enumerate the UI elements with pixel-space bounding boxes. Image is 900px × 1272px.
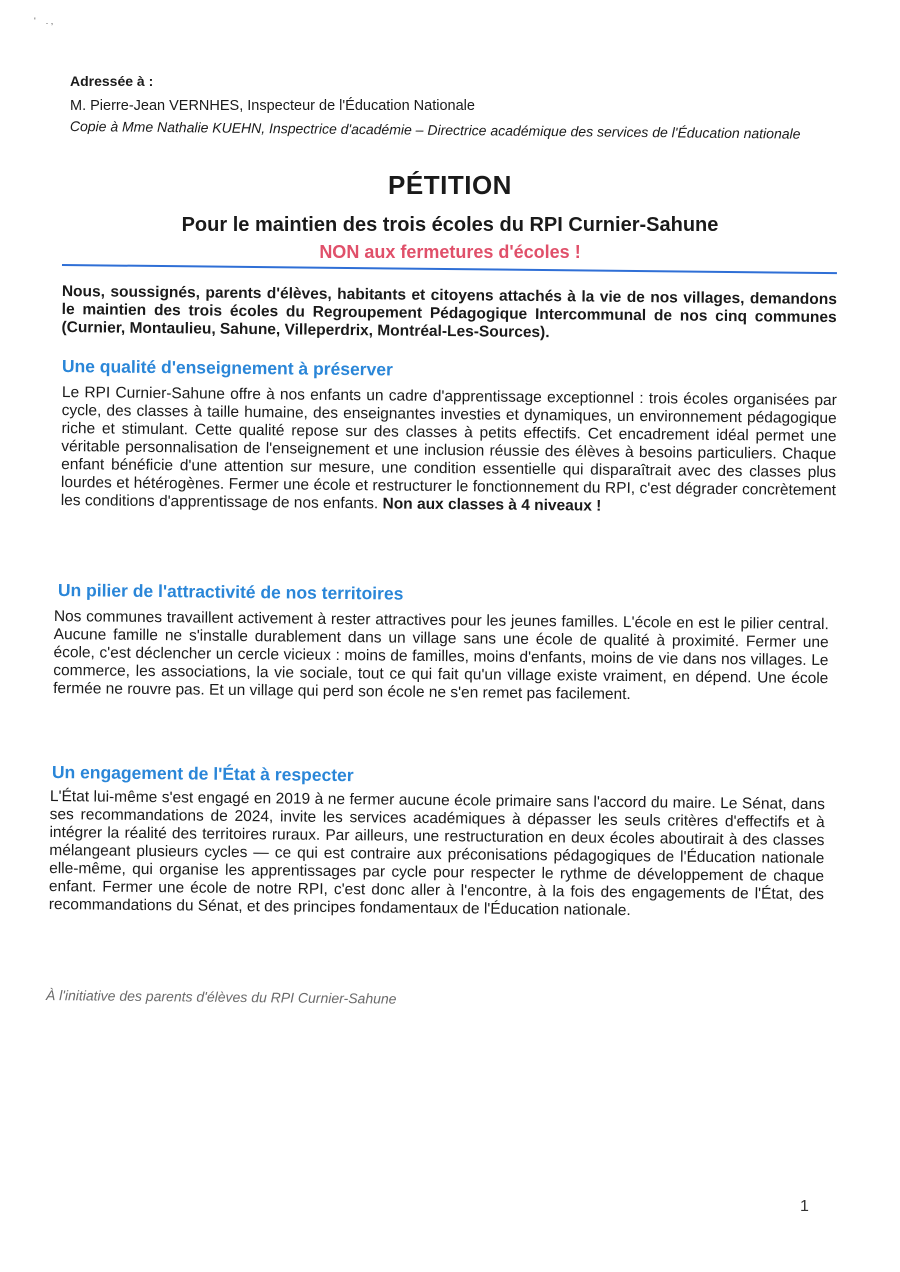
addressed-label: Adressée à : (70, 73, 154, 89)
scan-marks: ' . , (34, 16, 54, 26)
section-body-state: L'État lui-même s'est engagé en 2019 à ne fermer aucune école primaire sans l'accord du maire. Le Sénat, dans ses recommandations de 2024, invite les services académiques à dépasser les seuls critères d'effectifs et à intégrer la réalité des territoires ruraux. Par ailleurs, une restructuration en deux écoles aboutirait à des classes mélangeant plusieurs cycles — ce qui est contraire aux préconisations pédagogiques de l'Éducation nationale elle-même, qui organise les apprentissages par cycle pour respecter le rythme de développement de chaque enfant. Fermer une école de notre RPI, c'est donc aller à l'encontre, à la fois des engagements de l'État, des recommandations du Sénat, et des principes fondamentaux de l'Éducation nationale. (48, 788, 825, 920)
copy-recipient: Copie à Mme Nathalie KUEHN, Inspectrice d'académie – Directrice académique des services de l'Éducation nationale (69, 118, 801, 142)
section-body-emphasis: Non aux classes à 4 niveaux ! (382, 495, 602, 515)
footer-note: À l'initiative des parents d'élèves du RPI Curnier-Sahune (45, 987, 397, 1007)
page-title: PÉTITION (388, 170, 512, 200)
page-subtitle: Pour le maintien des trois écoles du RPI Curnier-Sahune (181, 214, 719, 236)
divider (62, 264, 837, 274)
intro-paragraph: Nous, soussignés, parents d'élèves, habitants et citoyens attachés à la vie de nos villages, demandons le maintien des trois écoles du Regroupement Pédagogique Intercommunal de nos cinq communes (Curnier, Montaulieu, Sahune, Villeperdrix, Montréal-Les-Sources). (61, 283, 837, 342)
section-heading-attractiveness: Un pilier de l'attractivité de nos territoires (57, 580, 404, 604)
page-number: 1 (800, 1198, 809, 1215)
section-heading-quality: Une qualité d'enseignement à préserver (61, 356, 393, 380)
addressee: M. Pierre-Jean VERNHES, Inspecteur de l'Éducation Nationale (70, 98, 475, 114)
slogan: NON aux fermetures d'écoles ! (319, 242, 581, 262)
section-body-quality (61, 384, 837, 518)
section-body-text: Le RPI Curnier-Sahune offre à nos enfants un cadre d'apprentissage exceptionnel : trois écoles organisées par cycle, des classes à taille humaine, des enseignantes investies et dynamiques, un environnement pédagogique riche et stimulant. Cette qualité repose sur des classes à petits effectifs. Cet encadrement idéal permet une véritable personnalisation de l'enseignement et une inclusion réussie des élèves à besoins particuliers. Chaque enfant bénéficie d'une attention sur mesure, une condition essentielle qui disparaîtrait avec des classes plus lourdes et hétérogènes. Fermer une école et restructurer le fonctionnement du RPI, c'est dégrader concrètement les conditions d'apprentissage de nos enfants. (60, 384, 837, 513)
section-body-attractiveness: Nos communes travaillent activement à rester attractives pour les jeunes familles. L'école en est le pilier central. Aucune famille ne s'installe durablement dans un village sans une école de qualité à proximité. Fermer une école, c'est déclencher un cercle vicieux : moins de familles, moins d'enfants, moins de vie dans nos villages. Le commerce, les associations, la vie sociale, tout ce qui fait qu'un village existe vraiment, en dépend. Une école fermée ne rouvre pas. Et un village qui perd son école ne s'en remet pas facilement. (53, 608, 829, 704)
section-heading-state: Un engagement de l'État à respecter (51, 762, 354, 786)
